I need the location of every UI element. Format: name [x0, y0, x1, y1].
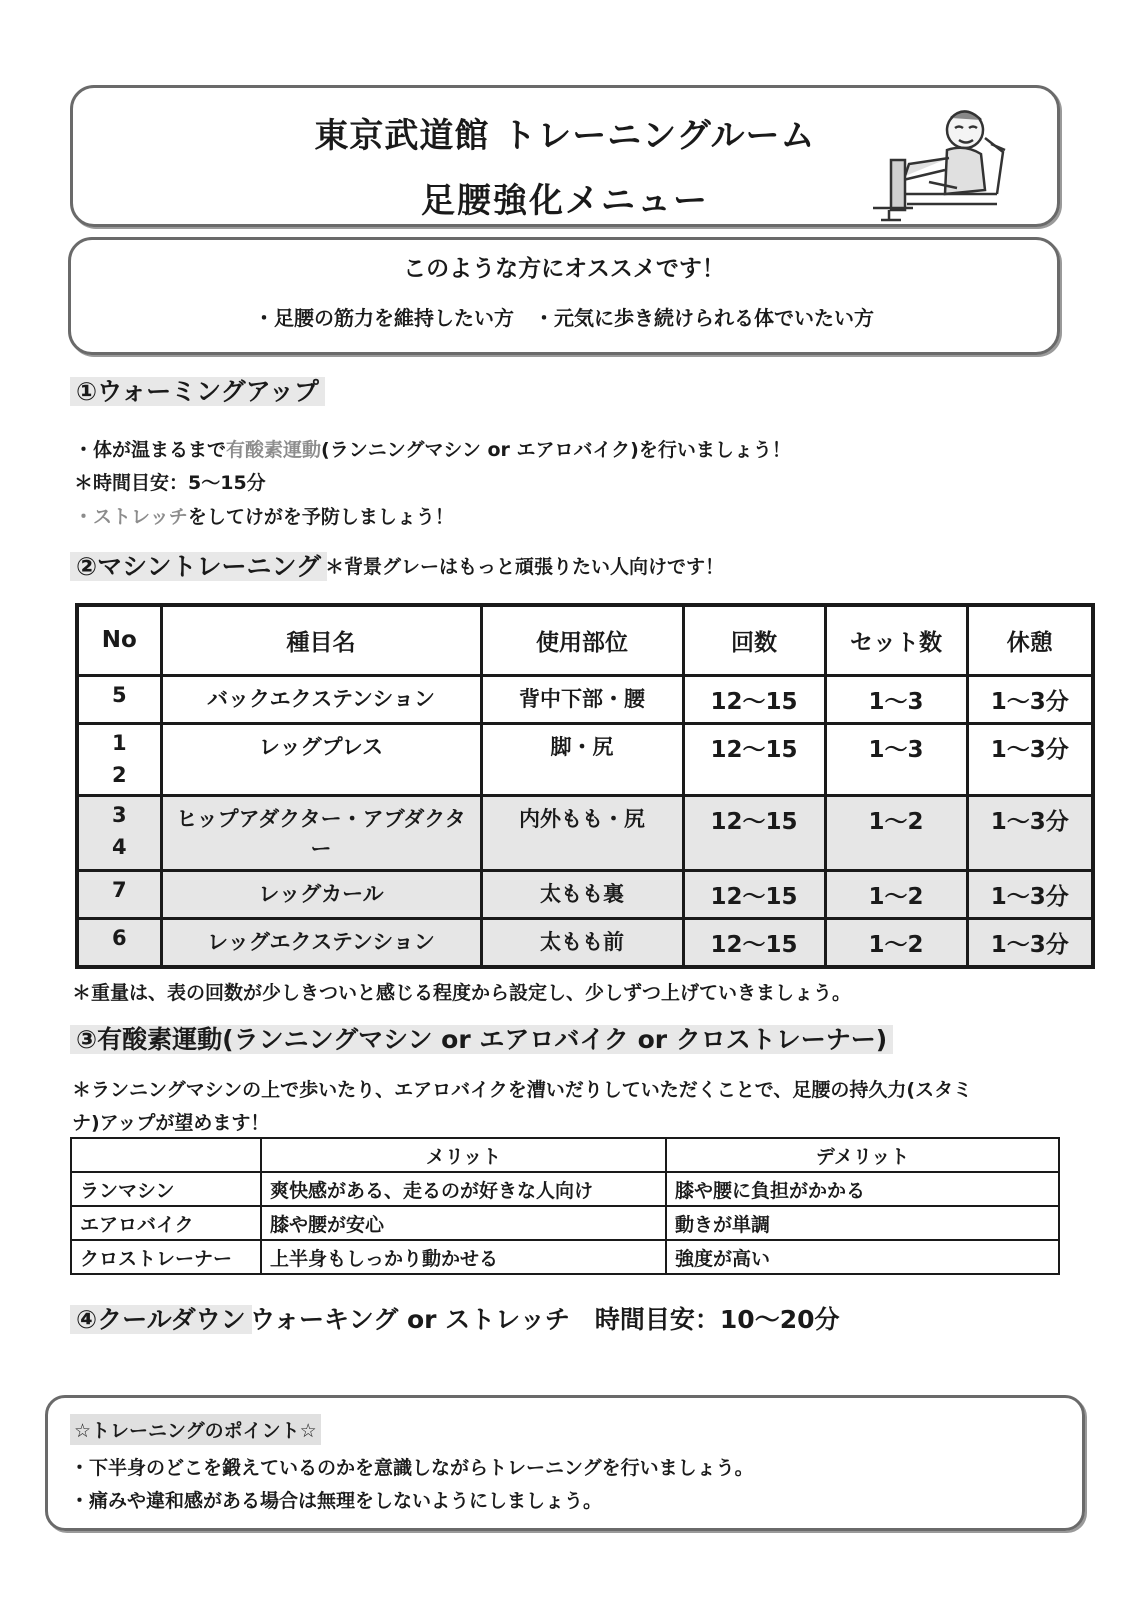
training-points-box [45, 1395, 1085, 1531]
page-subtitle: 足腰強化メニュー [421, 181, 709, 221]
cell-sets: 1～3 [825, 723, 967, 795]
section-cooldown-title: ④クールダウン [70, 1300, 252, 1336]
header-empty [71, 1138, 261, 1172]
cardio-comparison-table [70, 1137, 1060, 1275]
cardio-note-line-1: ＊ランニングマシンの上で歩いたり、エアロバイクを漕いだりしていただくことで、足腰の持久力(スタミ [72, 1079, 973, 1101]
section-machine-title: ②マシントレーニング [70, 547, 327, 583]
header-demerit: デメリット [666, 1138, 1059, 1172]
header-sets: セット数 [825, 605, 967, 675]
machine-training-table [75, 603, 1095, 969]
cell-demerit: 膝や腰に負担がかかる [666, 1172, 1059, 1206]
cell-reps: 12～15 [683, 675, 825, 723]
points-line-2: ・痛みや違和感がある場合は無理をしないようにしましょう。 [70, 1490, 603, 1512]
cell-part: 脚・尻 [481, 723, 683, 795]
cell-reps: 12～15 [683, 723, 825, 795]
cell-name: レッグエクステンション [161, 918, 481, 967]
cell-merit: 膝や腰が安心 [261, 1206, 666, 1240]
cell-no: 3 4 [77, 795, 161, 870]
header-rest: 休憩 [967, 605, 1093, 675]
table-row [71, 1206, 1059, 1240]
table-row [77, 675, 1093, 723]
cell-rest: 1～3分 [967, 723, 1093, 795]
header-part: 使用部位 [481, 605, 683, 675]
cell-rest: 1～3分 [967, 675, 1093, 723]
cell-sets: 1～2 [825, 795, 967, 870]
header-merit: メリット [261, 1138, 666, 1172]
table-row [77, 723, 1093, 795]
cell-machine: クロストレーナー [71, 1240, 261, 1274]
table-row [77, 870, 1093, 918]
cell-reps: 12～15 [683, 870, 825, 918]
table-row [71, 1172, 1059, 1206]
recommendation-heading: このような方にオススメです！ [403, 256, 725, 282]
header-name: 種目名 [161, 605, 481, 675]
cell-no: 6 [77, 918, 161, 967]
cell-part: 太もも裏 [481, 870, 683, 918]
cell-reps: 12～15 [683, 795, 825, 870]
cell-part: 太もも前 [481, 918, 683, 967]
header-reps: 回数 [683, 605, 825, 675]
cell-machine: ランマシン [71, 1172, 261, 1206]
cell-no: 7 [77, 870, 161, 918]
warmup-line-2: ＊時間目安：5～15分 [74, 472, 266, 494]
cell-sets: 1～2 [825, 870, 967, 918]
table-header-row [71, 1138, 1059, 1172]
title-box [70, 85, 1060, 227]
table-row [77, 918, 1093, 967]
cell-part: 背中下部・腰 [481, 675, 683, 723]
cell-demerit: 動きが単調 [666, 1206, 1059, 1240]
cooldown-body: ウォーキング or ストレッチ 時間目安：10～20分 [250, 1305, 840, 1334]
cell-name: レッグカール [161, 870, 481, 918]
table-header-row [77, 605, 1093, 675]
header-no: No [77, 605, 161, 675]
machine-note: ＊背景グレーはもっと頑張りたい人向けです！ [325, 556, 725, 578]
cell-merit: 上半身もしっかり動かせる [261, 1240, 666, 1274]
cell-no: 5 [77, 675, 161, 723]
cell-sets: 1～2 [825, 918, 967, 967]
cell-demerit: 強度が高い [666, 1240, 1059, 1274]
points-line-1: ・下半身のどこを鍛えているのかを意識しながらトレーニングを行いましょう。 [70, 1457, 754, 1479]
machine-footnote: ＊重量は、表の回数が少しきついと感じる程度から設定し、少しずつ上げていきましょう。 [72, 982, 852, 1004]
leg-press-illustration [867, 98, 1017, 223]
cell-rest: 1～3分 [967, 795, 1093, 870]
cell-name: ヒップアダクター・アブダクター [161, 795, 481, 870]
section-warmup-title: ①ウォーミングアップ [70, 372, 325, 408]
cell-name: レッグプレス [161, 723, 481, 795]
warmup-line-1: ・体が温まるまで有酸素運動(ランニングマシン or エアロバイク)を行いましょう！ [74, 439, 791, 461]
cardio-note-line-2: ナ)アップが望めます！ [72, 1112, 270, 1134]
cell-no: 1 2 [77, 723, 161, 795]
cell-rest: 1～3分 [967, 870, 1093, 918]
cell-reps: 12～15 [683, 918, 825, 967]
cell-machine: エアロバイク [71, 1206, 261, 1240]
recommendation-body: ・足腰の筋力を維持したい方 ・元気に歩き続けられる体でいたい方 [254, 306, 874, 330]
cell-sets: 1～3 [825, 675, 967, 723]
table-row [77, 795, 1093, 870]
cell-part: 内外もも・尻 [481, 795, 683, 870]
cell-merit: 爽快感がある、走るのが好きな人向け [261, 1172, 666, 1206]
table-row [71, 1240, 1059, 1274]
cell-name: バックエクステンション [161, 675, 481, 723]
recommendation-box [68, 237, 1060, 355]
points-heading: ☆トレーニングのポイント☆ [70, 1414, 321, 1445]
page-title: 東京武道館 トレーニングルーム [314, 116, 816, 156]
cell-rest: 1～3分 [967, 918, 1093, 967]
section-cardio-title: ③有酸素運動(ランニングマシン or エアロバイク or クロストレーナー) [70, 1020, 893, 1056]
warmup-line-3: ・ストレッチをしてけがを予防しましょう！ [74, 506, 454, 528]
